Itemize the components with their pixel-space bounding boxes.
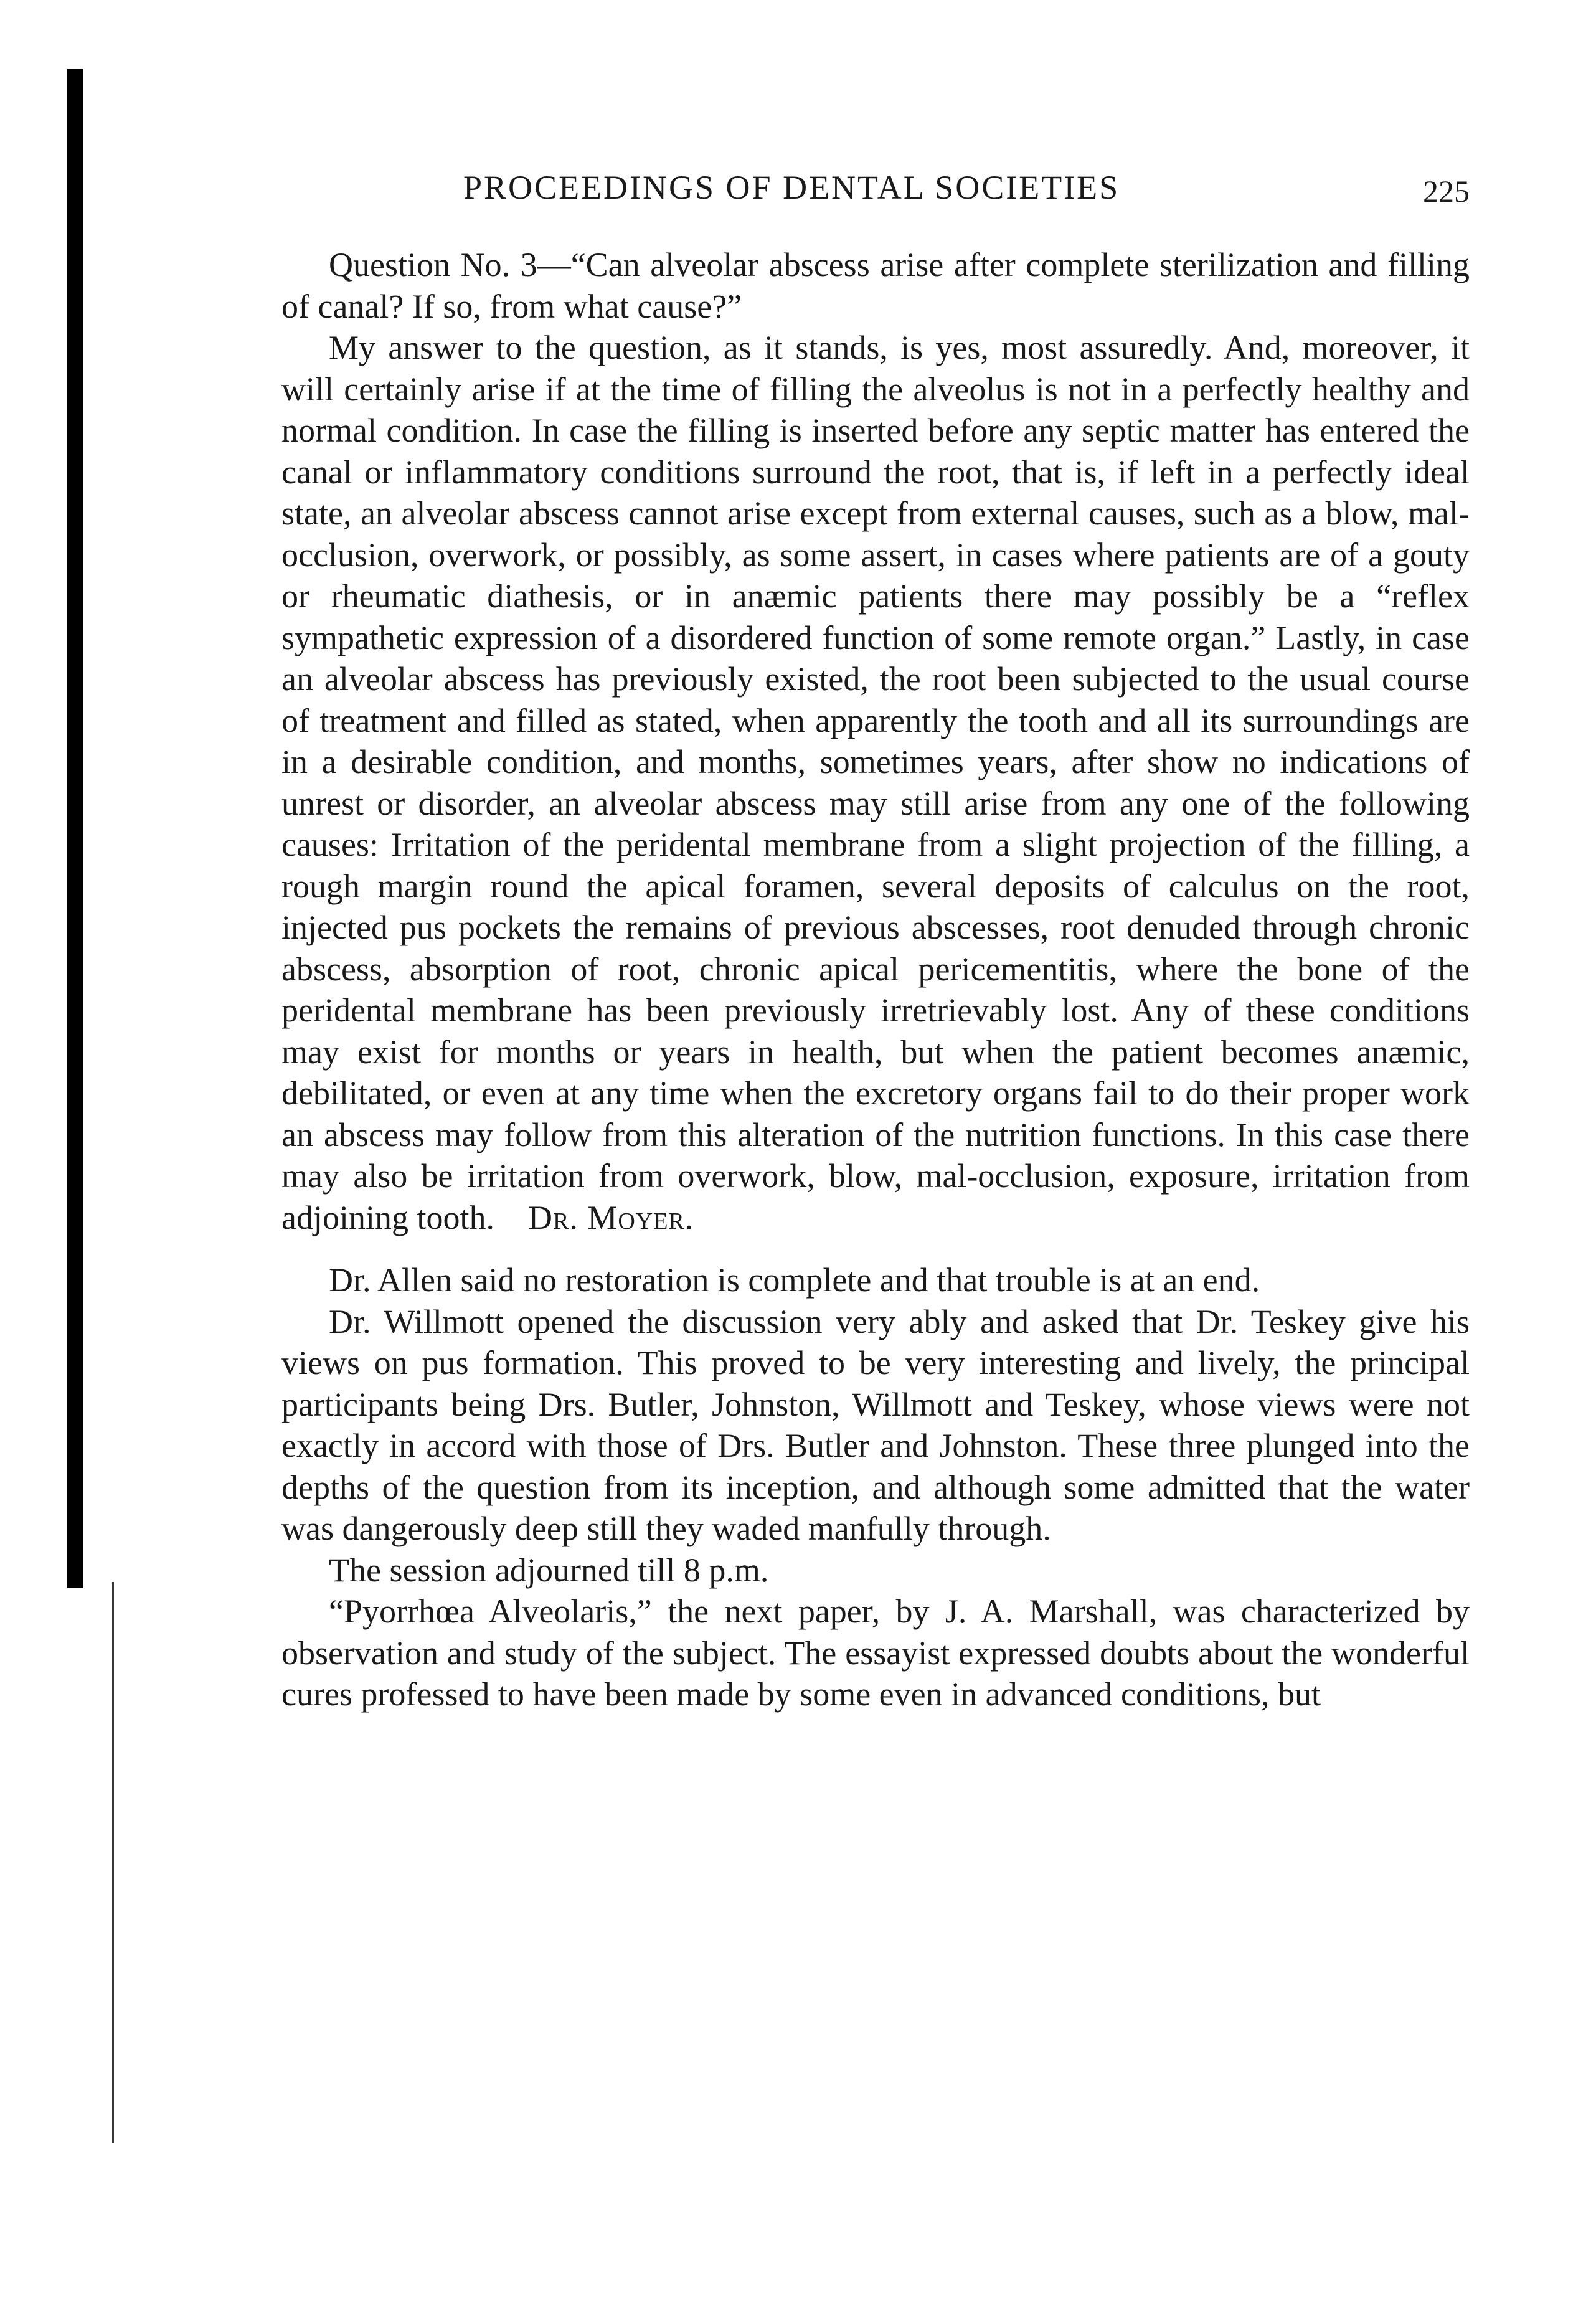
- answer-text: My answer to the question, as it stands, is yes, most assuredly. And, moreover, it will certainly arise if at the time of filling the alveolus is not in a perfectly healthy and normal condition. In case the filling is inserted before any septic matter has entered the canal or inflammatory conditions surround the root, that is, if left in a perfectly ideal state, an alveolar abscess cannot arise except from external causes, such as a blow, mal-occlusion, overwork, or possibly, as some assert, in cases where patients are of a gouty or rheumatic diathesis, or in anæmic patients there may possibly be a “reflex sympathetic expression of a disordered function of some remote organ.” Lastly, in case an alveolar abscess has previously existed, the root been subjected to the usual course of treatment and filled as stated, when apparently the tooth and all its surroundings are in a desirable condition, and months, sometimes years, after show no indications of unrest or disorder, an alveolar abscess may still arise from any one of the following causes: Irritation of the peridental membrane from a slight projection of the filling, a rough margin round the apical foramen, several deposits of calculus on the root, injected pus pockets the remains of previous abscesses, root denuded through chronic abscess, absorption of root, chronic apical pericementitis, where the bone of the peridental membrane has been previously irretrievably lost. Any of these conditions may exist for months or years in health, but when the patient becomes anæmic, debilitated, or even at any time when the excretory organs fail to do their proper work an abscess may follow from this alteration of the nutrition functions. In this case there may also be irritation from overwork, blow, mal-occlusion, exposure, irritation from adjoining tooth.: [281, 329, 1470, 1236]
- paragraph-answer: [281, 327, 1470, 1238]
- signature: Dr. Moyer.: [527, 1198, 694, 1236]
- paragraph-question: Question No. 3—“Can alveolar abscess arise after complete sterilization and filling of canal? If so, from what cause?”: [281, 246, 1470, 325]
- running-title: PROCEEDINGS OF DENTAL SOCIETIES: [463, 169, 1120, 206]
- paragraph-session: The session adjourned till 8 p.m.: [329, 1551, 769, 1589]
- paragraph-discussion: Dr. Willmott opened the discussion very ably and asked that Dr. Teskey give his views on pus formation. This proved to be very interesting and lively, the principal participants being Drs. Butler, Johnston, Willmott and Teskey, whose views were not exactly in accord with those of Drs. Butler and Johnston. These three plunged into the depths of the question from its inception, and although some admitted that the water was dangerously deep still they waded manfully through.: [281, 1302, 1470, 1547]
- page-binding-shadow: [67, 69, 83, 1588]
- paragraph-pyorrhoea: “Pyorrhœa Alveolaris,” the next paper, by J. A. Marshall, was characterized by observation and study of the subject. The essayist expressed doubts about the wonderful cures professed to have been made by some even in advanced conditions, but: [281, 1593, 1470, 1713]
- running-header: [281, 168, 1470, 218]
- paragraph-allen: Dr. Allen said no restoration is complete and that trouble is at an end.: [329, 1261, 1260, 1299]
- body-text: [281, 244, 1470, 1715]
- page-number: 225: [1423, 174, 1470, 209]
- page-binding-line: [112, 1582, 114, 2143]
- document-page: [281, 168, 1470, 1715]
